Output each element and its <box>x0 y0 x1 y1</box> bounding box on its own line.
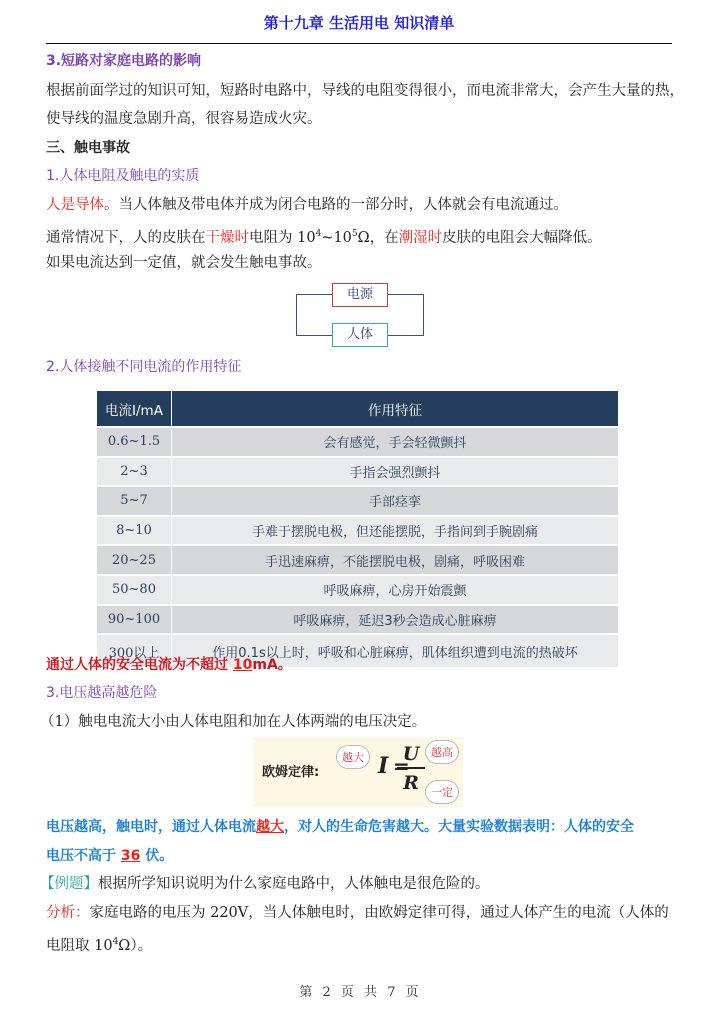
emphasis-text: 潮湿时 <box>398 229 443 246</box>
subheading-body-resistance: 1.人体电阻及触电的实质 <box>46 168 200 184</box>
column-header-current: 电流I/mA <box>97 391 172 427</box>
table-header-row <box>97 391 618 427</box>
formula-resistance: R <box>403 772 419 794</box>
cloud-callout-U: 越高 <box>425 740 459 764</box>
ohms-law-figure <box>253 737 463 807</box>
safe-voltage-value: 36 <box>120 848 141 864</box>
safe-current-value: 10 <box>232 657 253 673</box>
emphasis-text: 人是导体 <box>46 197 104 213</box>
formula-label: 欧姆定律: <box>262 765 320 780</box>
example-analysis-cont: 电阻取 $10^4\Omega$）。 <box>46 937 153 954</box>
current-effects-table <box>97 391 618 667</box>
page-header-title: 第十九章 生活用电 知识清单 <box>263 14 455 32</box>
table-row: 90~100 呼吸麻痹，延迟3秒会造成心脏麻痹 <box>97 605 618 635</box>
example-tag: 【例题】 <box>40 876 98 892</box>
paragraph: 人是导体。当人体触及带电体并成为闭合电路的一部分时，人体就会有电流通过。 <box>46 197 568 213</box>
paragraph: 如果电流达到一定值，就会发生触电事故。 <box>46 255 322 271</box>
example-analysis: 分析：家庭电路的电压为 220V，当人体触电时，由欧姆定律可得，通过人体产生的电流（人体的 <box>46 905 669 921</box>
table-row: 2~3 手指会强烈颤抖 <box>97 457 618 487</box>
cloud-callout-I: 越大 <box>336 745 370 769</box>
emphasis-text: 干燥时 <box>205 229 249 246</box>
formula-current: I <box>378 753 389 779</box>
paragraph: 根据前面学过的知识可知，短路时电路中，导线的电阻变得很小，而电流非常大，会产生大量的热， <box>46 83 684 99</box>
table-row: 8~10 手难于摆脱电极，但还能摆脱，手指间到手腕剧痛 <box>97 516 618 546</box>
human-body-box: 人体 <box>332 323 388 347</box>
example-question: 【例题】根据所学知识说明为什么家庭电路中，人体触电是很危险的。 <box>40 876 490 892</box>
header-rule <box>46 43 672 44</box>
column-header-effect: 作用特征 <box>172 391 619 427</box>
table-row: 20~25 手迅速麻痹，不能摆脱电极，剧痛，呼吸困难 <box>97 545 618 575</box>
section-heading-shock: 三、触电事故 <box>46 140 130 156</box>
safe-current-statement: 通过人体的安全电流为不超过 10mA。 <box>46 657 292 673</box>
subheading-voltage-danger: 3.电压越高越危险 <box>46 685 158 701</box>
analysis-label: 分析： <box>46 905 90 921</box>
circuit-diagram <box>296 283 424 345</box>
paragraph: （1）触电电流大小由人体电阻和加在人体两端的电压决定。 <box>40 714 427 730</box>
table-row: 5~7 手部痉挛 <box>97 486 618 516</box>
formula-equals: = <box>393 754 410 778</box>
emphasis-text: 越大 <box>256 819 284 835</box>
paragraph: 通常情况下，人的皮肤在干燥时电阻为 $10^4\sim 10^5\Omega$，在潮湿时皮肤的电阻会大幅降低。 <box>46 229 602 246</box>
cloud-callout-R: 一定 <box>425 780 459 804</box>
table-row: 0.6~1.5 会有感觉，手会轻微颤抖 <box>97 427 618 457</box>
page-number: 第 2 页 共 7 页 <box>299 985 419 1000</box>
formula-fraction <box>397 741 425 797</box>
table-row: 50~80 呼吸麻痹，心房开始震颤 <box>97 575 618 605</box>
voltage-statement: 电压越高，触电时，通过人体电流越大，对人的生命危害越大。大量实验数据表明：人体的安全 <box>46 819 634 835</box>
subheading-current-effects: 2.人体接触不同电流的作用特征 <box>46 359 242 375</box>
section-heading-short-circuit: 3.短路对家庭电路的影响 <box>46 53 202 69</box>
formula-voltage: U <box>397 741 425 769</box>
power-source-box: 电源 <box>332 283 388 307</box>
table-row: 300以上 作用0.1s以上时，呼吸和心脏麻痹，肌体组织遭到电流的热破坏 <box>97 634 618 667</box>
voltage-statement-cont: 电压不高于 36 伏。 <box>46 848 174 864</box>
paragraph: 使导线的温度急剧升高，很容易造成火灾。 <box>46 111 322 127</box>
